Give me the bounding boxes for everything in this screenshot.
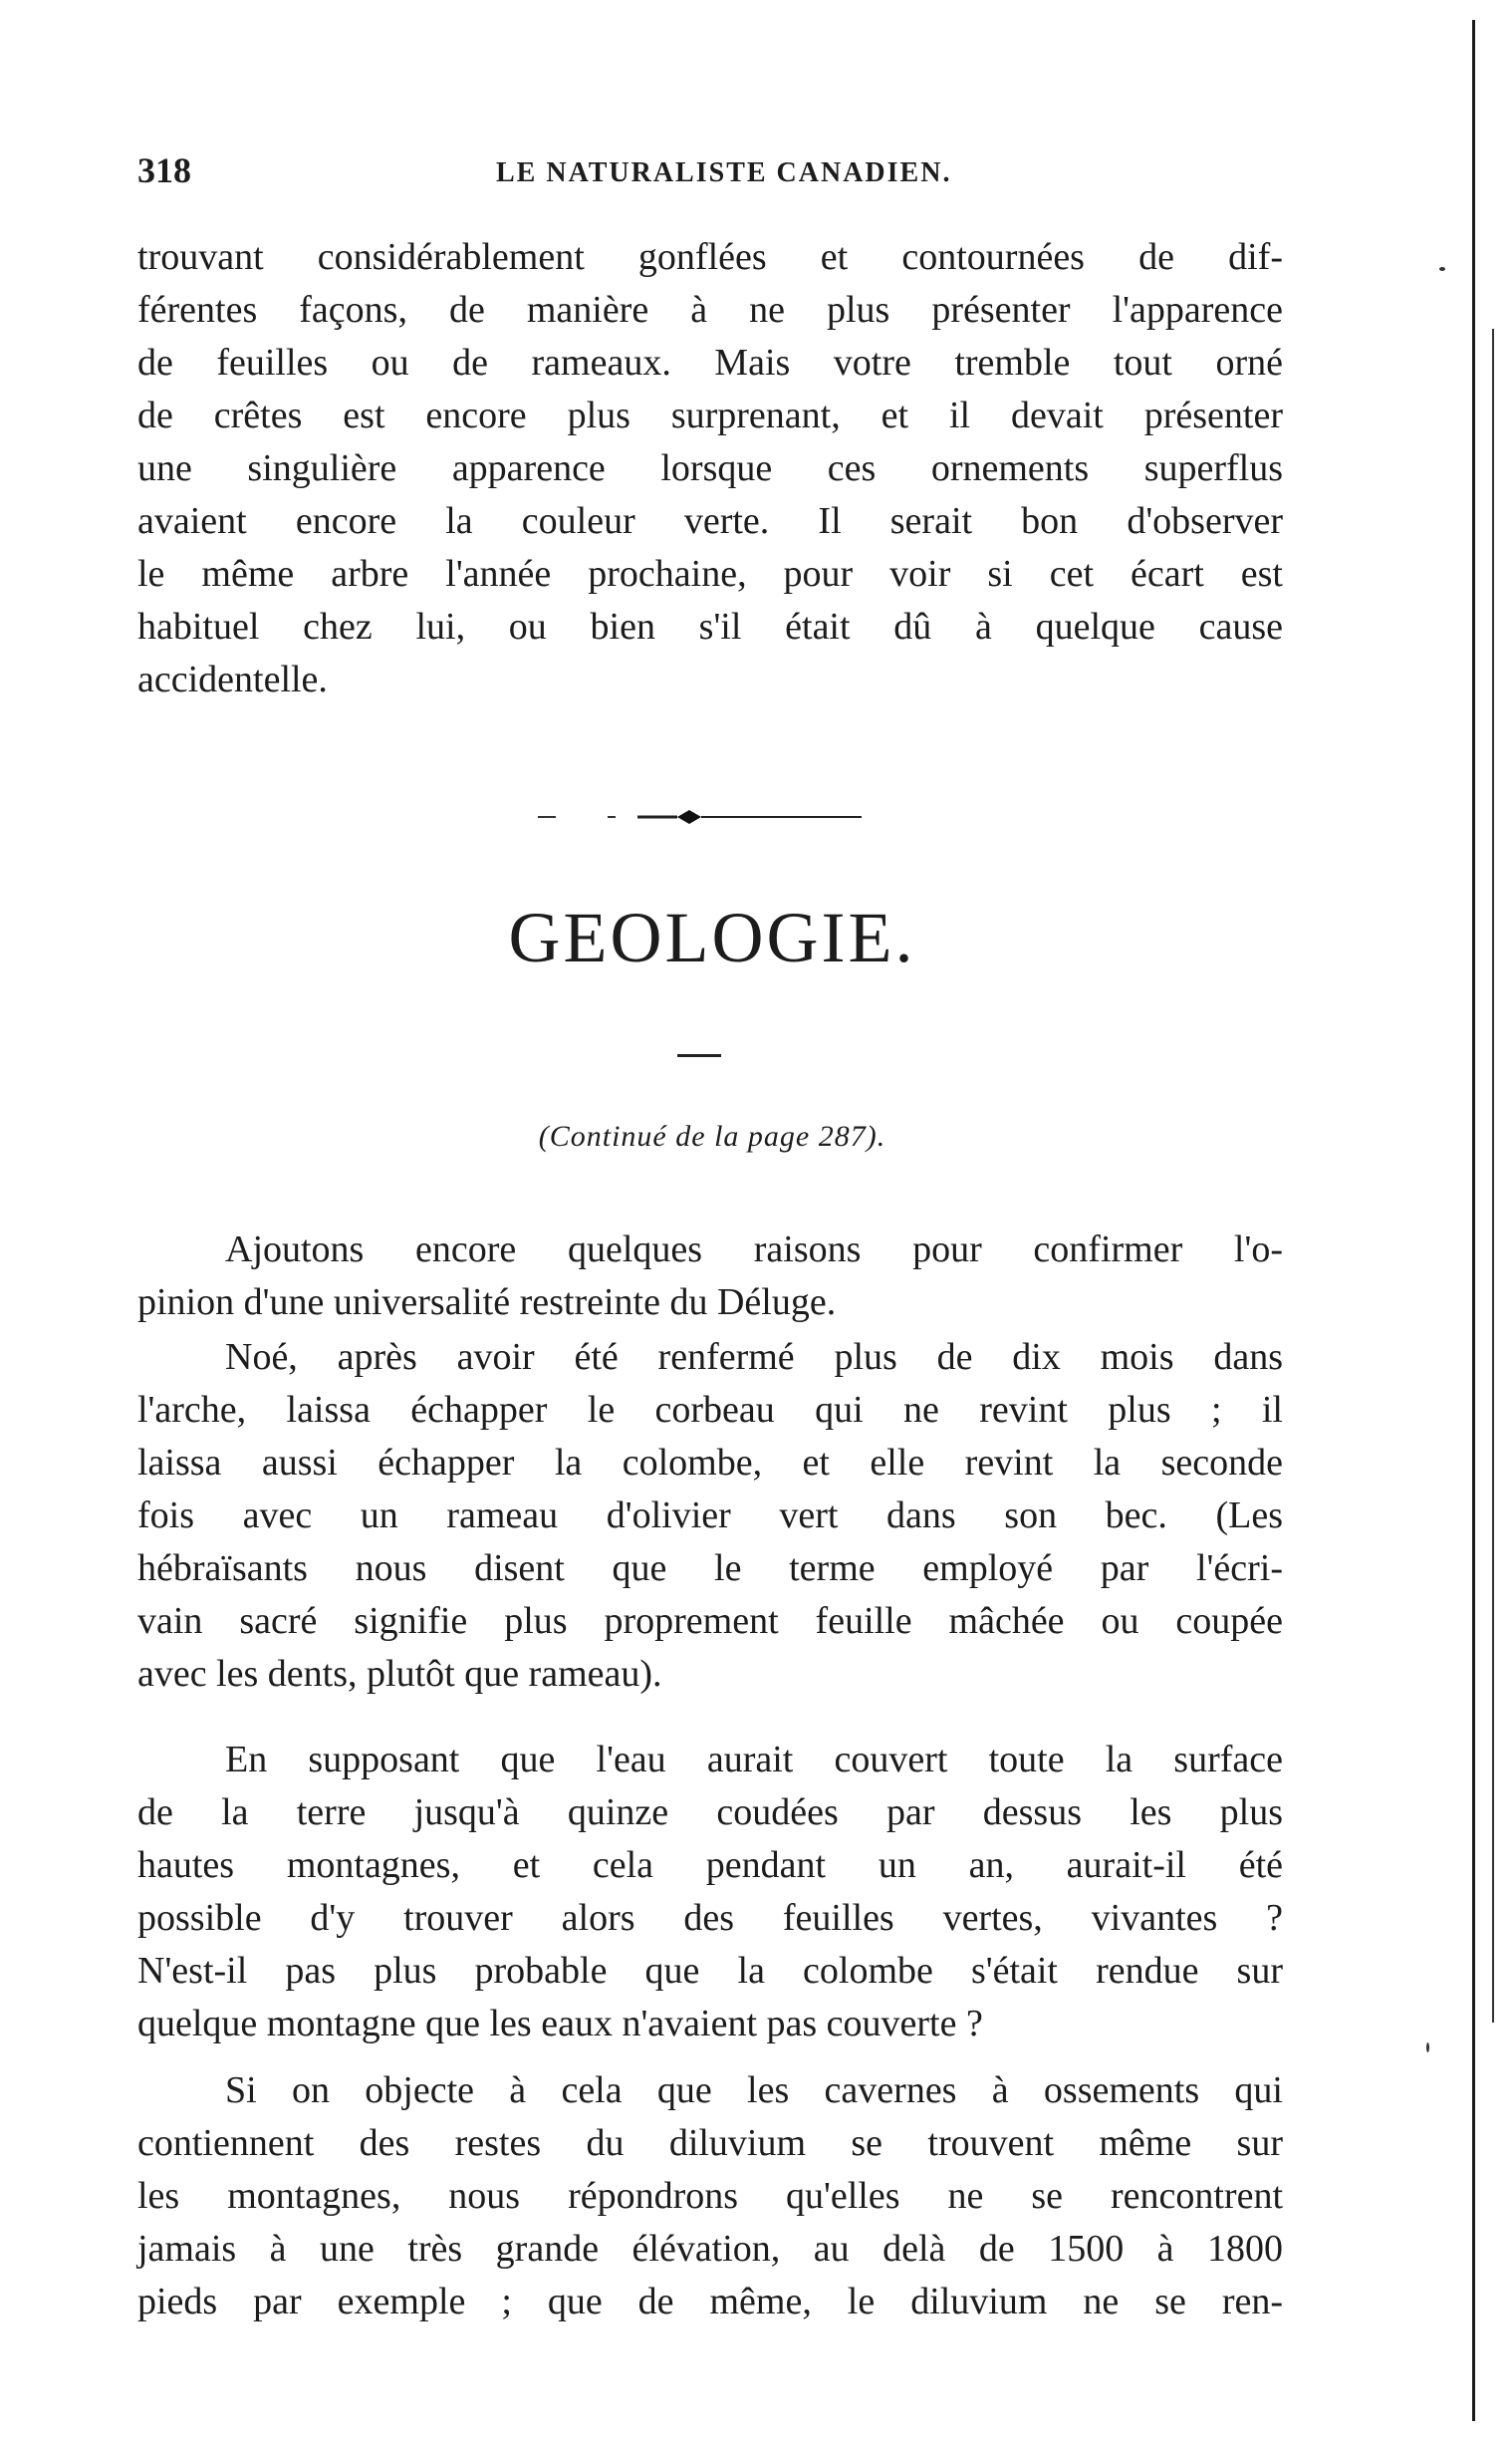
text-line: hautes montagnes, et cela pendant un an, aurait-il été <box>137 1844 1283 1886</box>
section-divider-ornament <box>538 807 867 827</box>
text-line: habituel chez lui, ou bien s'il était dû à quelque cause <box>137 606 1283 648</box>
text-line: vain sacré signifie plus proprement feuille mâchée ou coupée <box>137 1600 1283 1642</box>
text-line: avaient encore la couleur verte. Il serait bon d'observer <box>137 500 1283 542</box>
text-line: fois avec un rameau d'olivier vert dans son bec. (Les <box>137 1494 1283 1536</box>
text-line: En supposant que l'eau aurait couvert toute la surface <box>225 1739 1283 1780</box>
continuation-note: (Continué de la page 287). <box>538 1120 886 1153</box>
text-line: une singulière apparence lorsque ces ornements superflus <box>137 447 1283 489</box>
text-line: avec les dents, plutôt que rameau). <box>137 1653 662 1695</box>
paragraph-1 <box>137 1223 1283 1329</box>
title-rule <box>677 1054 721 1057</box>
text-line: quelque montagne que les eaux n'avaient pas couverte ? <box>137 2003 983 2044</box>
running-head <box>137 149 1303 199</box>
scan-speck <box>1439 267 1445 271</box>
journal-title: LE NATURALISTE CANADIEN. <box>496 157 952 188</box>
text-line: N'est-il pas plus probable que la colombe s'était rendue sur <box>137 1950 1283 1992</box>
paragraph-3 <box>137 1734 1283 2050</box>
text-line: de crêtes est encore plus surprenant, et il devait présenter <box>137 395 1283 436</box>
text-line: férentes façons, de manière à ne plus présenter l'apparence <box>137 289 1283 331</box>
text-line: jamais à une très grande élévation, au delà de 1500 à 1800 <box>137 2228 1283 2270</box>
text-line: accidentelle. <box>137 659 328 700</box>
paragraph-2 <box>137 1331 1283 1701</box>
text-line: Noé, après avoir été renfermé plus de dix mois dans <box>225 1336 1283 1378</box>
text-line: Ajoutons encore quelques raisons pour confirmer l'o- <box>225 1228 1283 1270</box>
scan-speck <box>1426 2042 1429 2052</box>
text-line: de la terre jusqu'à quinze coudées par dessus les plus <box>137 1791 1283 1833</box>
scan-edge-line-secondary <box>1492 329 1494 2023</box>
text-line: possible d'y trouver alors des feuilles vertes, vivantes ? <box>137 1897 1283 1939</box>
text-line: de feuilles ou de rameaux. Mais votre tremble tout orné <box>137 342 1283 384</box>
section-title: GEOLOGIE. <box>508 898 916 977</box>
text-line: contiennent des restes du diluvium se trouvent même sur <box>137 2122 1283 2164</box>
text-line: hébraïsants nous disent que le terme employé par l'écri- <box>137 1547 1283 1589</box>
top-paragraph <box>137 231 1283 706</box>
text-line: Si on objecte à cela que les cavernes à ossements qui <box>225 2069 1283 2111</box>
text-line: pinion d'une universalité restreinte du Déluge. <box>137 1281 837 1323</box>
text-line: le même arbre l'année prochaine, pour voir si cet écart est <box>137 553 1283 595</box>
text-line: l'arche, laissa échapper le corbeau qui ne revint plus ; il <box>137 1389 1283 1431</box>
paragraph-4 <box>137 2064 1283 2328</box>
text-line: laissa aussi échapper la colombe, et elle revint la seconde <box>137 1442 1283 1484</box>
text-line: pieds par exemple ; que de même, le diluvium ne se ren- <box>137 2281 1283 2322</box>
text-line: les montagnes, nous répondrons qu'elles ne se rencontrent <box>137 2175 1283 2217</box>
page-number: 318 <box>137 150 191 190</box>
text-line: trouvant considérablement gonflées et contournées de dif- <box>137 236 1283 278</box>
scan-edge-line <box>1472 20 1475 2421</box>
